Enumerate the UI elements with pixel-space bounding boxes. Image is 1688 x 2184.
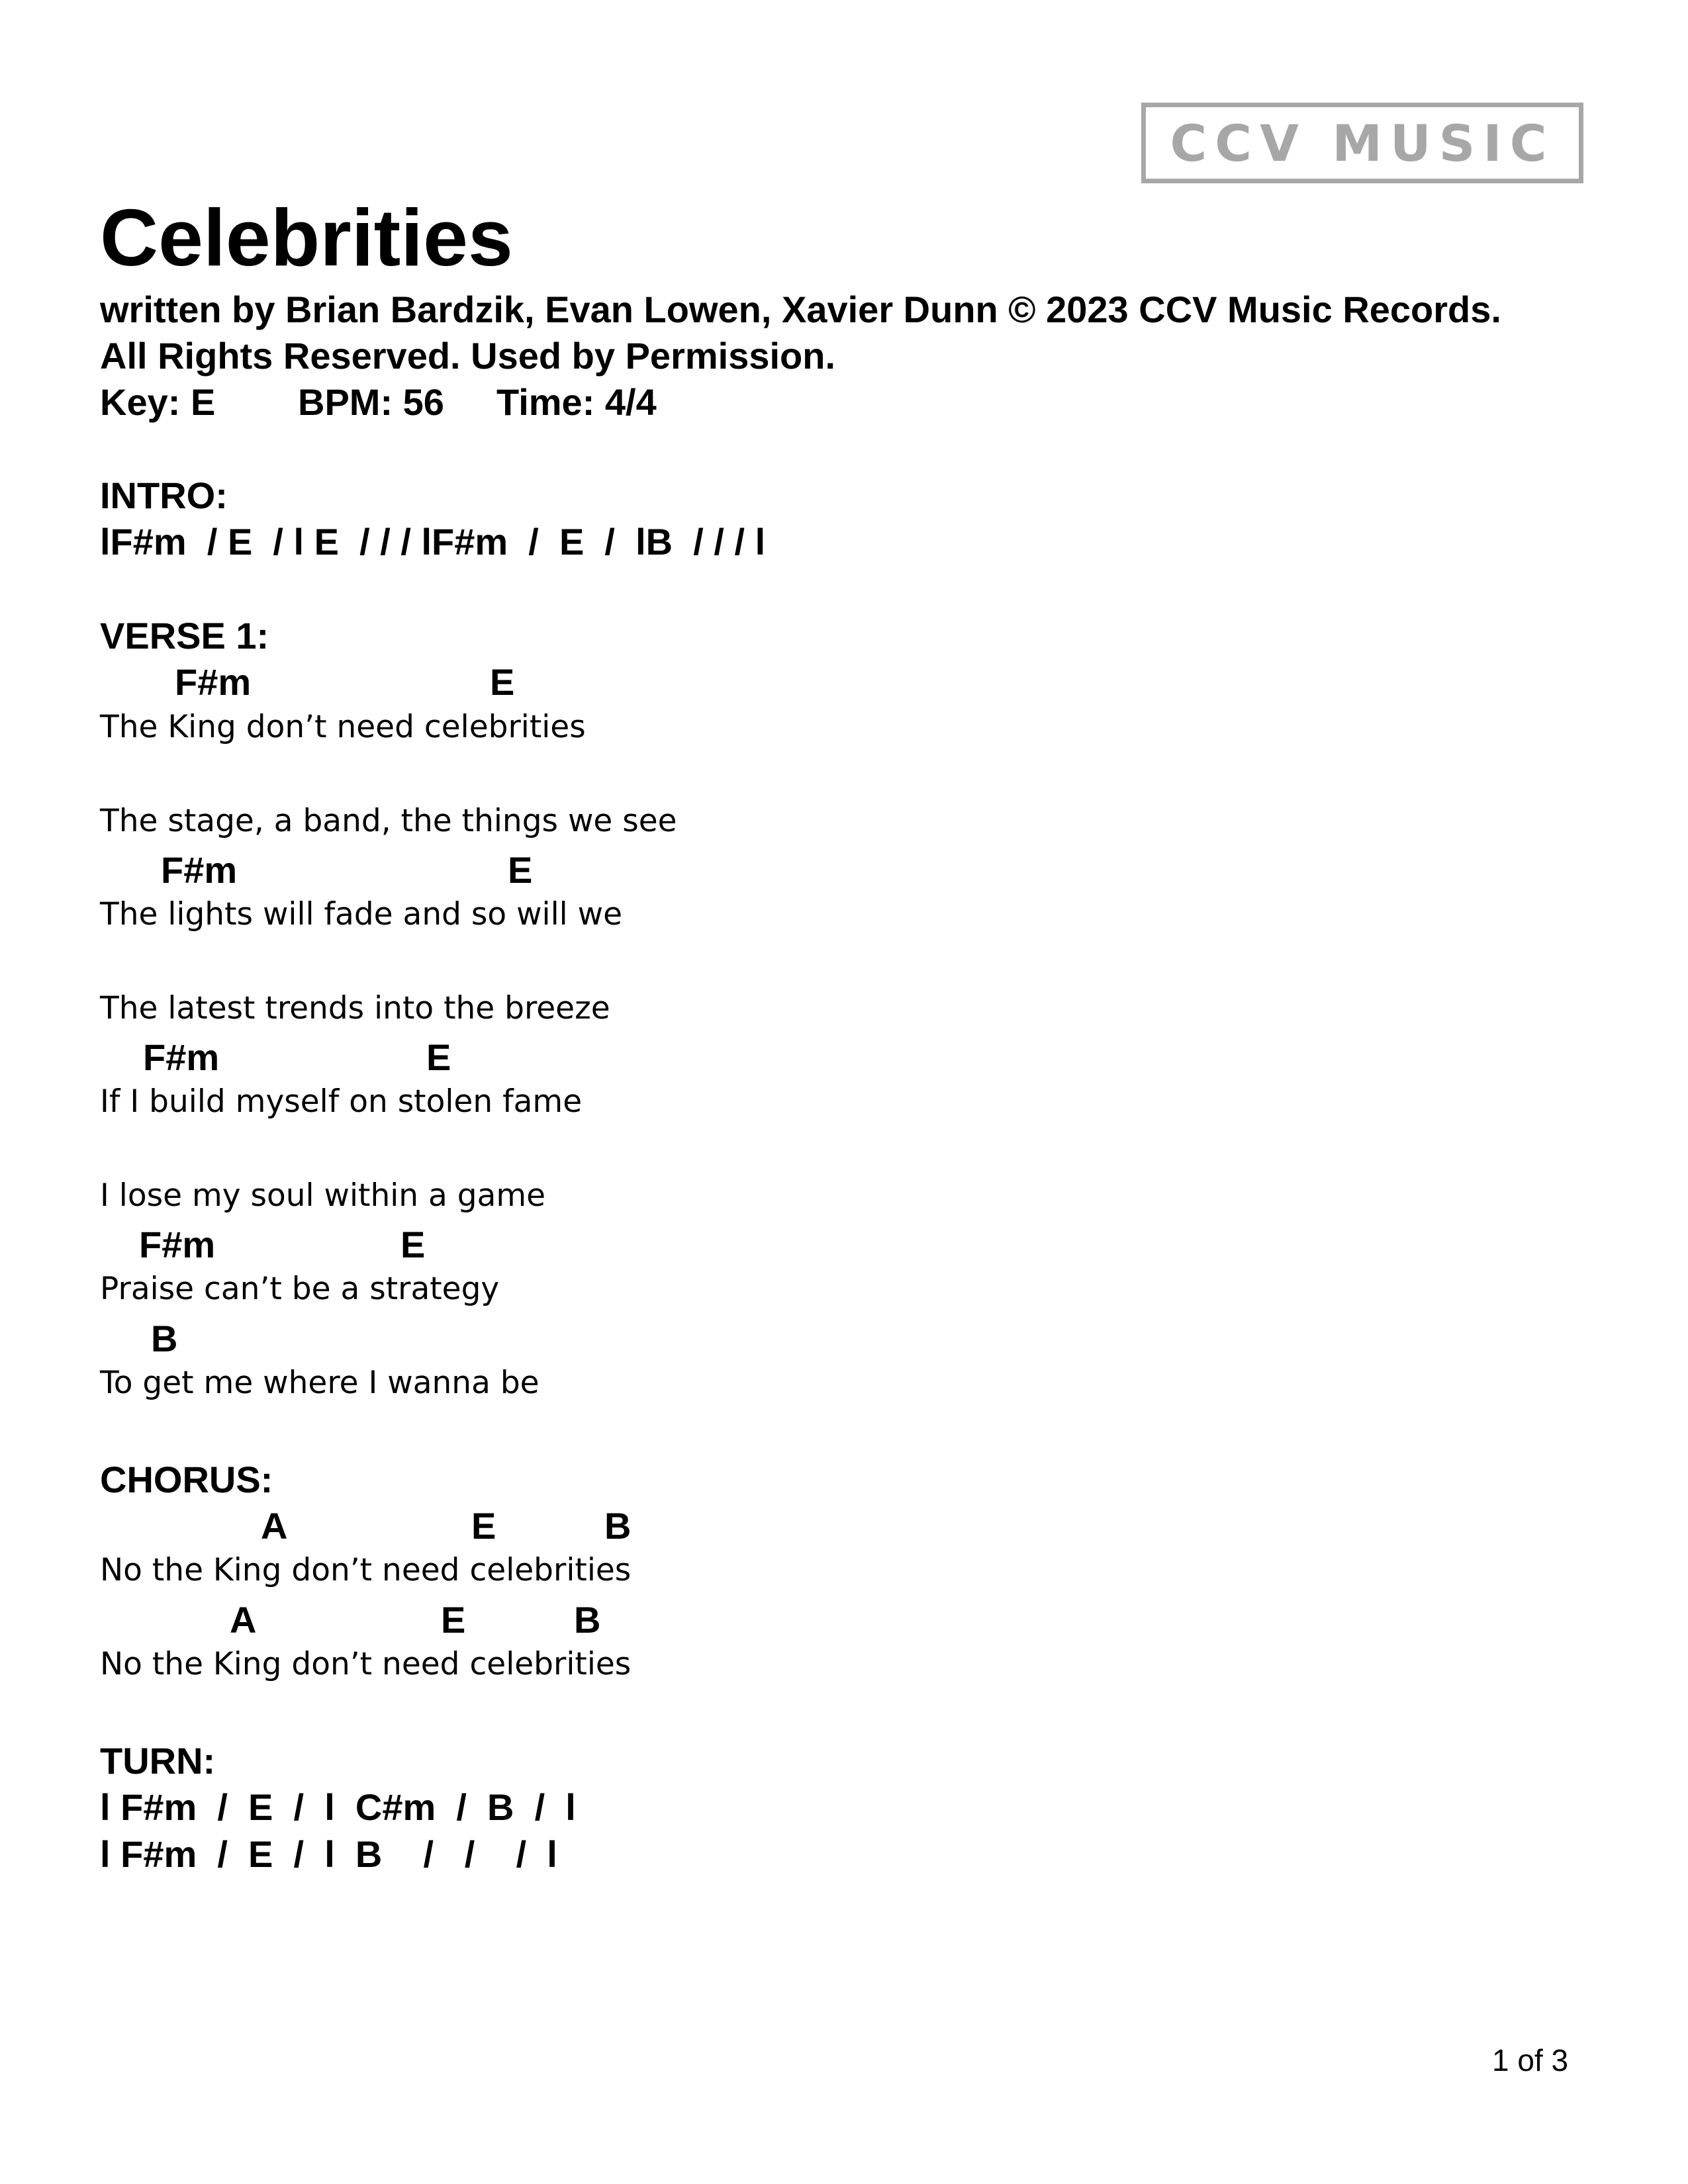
lyric-line: The latest trends into the breeze (100, 990, 610, 1026)
chord: F#m (143, 1036, 220, 1078)
chord: A (230, 1599, 257, 1641)
song-bpm: BPM: 56 (298, 381, 444, 423)
chord: F#m (175, 661, 252, 703)
chord: E (441, 1599, 466, 1641)
intro-heading: INTRO: (100, 475, 228, 516)
chord: B (151, 1318, 178, 1359)
lyric-line: The lights will fade and so will we (100, 896, 622, 933)
chord: F#m (161, 849, 238, 891)
lyric-line: I lose my soul within a game (100, 1177, 546, 1214)
chorus-heading: CHORUS: (100, 1459, 273, 1500)
turn-heading: TURN: (100, 1740, 216, 1782)
chord: E (400, 1224, 426, 1265)
credits-line-2: All Rights Reserved. Used by Permission. (100, 335, 836, 377)
chord: E (490, 661, 515, 703)
lyric-line: No the King don’t need celebrities (100, 1646, 632, 1682)
song-time: Time: 4/4 (496, 381, 657, 423)
lyric-line: The King don’t need celebrities (100, 709, 586, 745)
lyric-line: The stage, a band, the things we see (100, 803, 677, 839)
ccv-music-logo: CCV MUSIC (1141, 103, 1583, 183)
page-number: 1 of 3 (1492, 2043, 1569, 2077)
lyric-line: Praise can’t be a strategy (100, 1271, 500, 1307)
chord: E (426, 1036, 451, 1078)
credits-line-1: written by Brian Bardzik, Evan Lowen, Xavier Dunn © 2023 CCV Music Records. (100, 289, 1501, 330)
chord: E (471, 1505, 496, 1547)
lyric-line: If I build myself on stolen fame (100, 1083, 583, 1120)
lyric-line: No the King don’t need celebrities (100, 1552, 632, 1588)
turn-line-1: l F#m / E / l C#m / B / l (100, 1786, 576, 1828)
turn-line-2: l F#m / E / l B / / / l (100, 1833, 557, 1875)
song-title: Celebrities (100, 193, 513, 283)
chord: E (508, 849, 533, 891)
intro-progression: lF#m / E / l E / / / lF#m / E / lB / / / l (100, 521, 766, 563)
chord: F#m (139, 1224, 216, 1265)
chord: B (604, 1505, 632, 1547)
chord: B (574, 1599, 601, 1641)
chord: A (261, 1505, 288, 1547)
verse1-heading: VERSE 1: (100, 615, 269, 657)
song-key: Key: E (100, 381, 216, 423)
lyric-line: To get me where I wanna be (100, 1365, 539, 1401)
